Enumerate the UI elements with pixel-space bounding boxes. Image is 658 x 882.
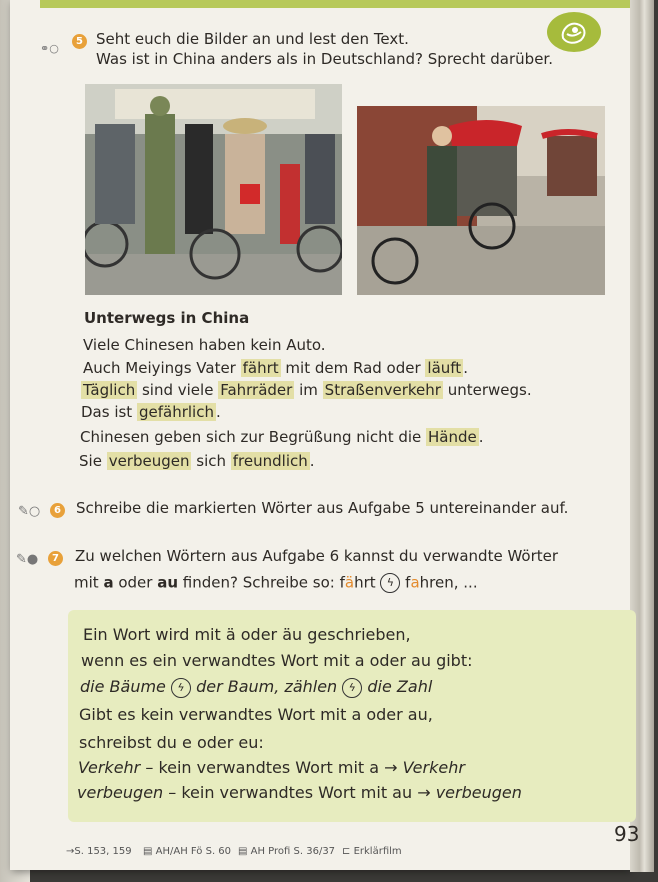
highlight-laeuft: läuft xyxy=(427,359,462,377)
pair-work-icon: ⚭○ xyxy=(40,42,59,55)
rule-line-3: die Bäume ϟ der Baum, zählen ϟ die Zahl xyxy=(80,677,433,696)
photo-cyclists xyxy=(85,84,342,295)
highlight-faehrt: fährt xyxy=(242,359,279,377)
write-icon: ✎○ xyxy=(18,504,41,519)
task5-instruction-2: Was ist in China anders als in Deutschland? Sprecht darüber. xyxy=(96,50,553,68)
text-line-2: Auch Meiyings Vater fährt mit dem Rad oder läuft . xyxy=(83,359,468,377)
footer-page-ref: →S. 153, 159 xyxy=(66,846,132,857)
rule-line-5: schreibst du e oder eu: xyxy=(79,733,264,752)
text-line-4: Das ist gefährlich . xyxy=(81,403,221,421)
lightning-icon: ϟ xyxy=(171,678,191,698)
task7-instruction-1: Zu welchen Wörtern aus Aufgabe 6 kannst du verwandte Wörter xyxy=(75,547,559,565)
text-line-3: Täglich sind viele Fahrräder im Straßenverkehr unterwegs. xyxy=(83,381,532,399)
top-border xyxy=(40,0,630,8)
highlight-strassenverkehr: Straßenverkehr xyxy=(324,381,441,399)
highlight-taeglich: Täglich xyxy=(83,381,136,399)
text-line-6: Sie verbeugen sich freundlich . xyxy=(79,452,315,470)
rule-line-1: Ein Wort wird mit ä oder äu geschrieben, xyxy=(83,625,411,644)
unit-badge-icon xyxy=(547,12,601,52)
footer-film-ref: ⊏ Erklärfilm xyxy=(342,846,402,857)
rule-line-2: wenn es ein verwandtes Wort mit a oder au gibt: xyxy=(81,651,473,670)
highlight-freundlich: freundlich xyxy=(232,452,308,470)
highlight-haende: Hände xyxy=(428,428,477,446)
workbook-icon: ▤ xyxy=(143,846,153,857)
task6-instruction: Schreibe die markierten Wörter aus Aufgabe 5 untereinander auf. xyxy=(76,499,569,517)
highlight-fahrraeder: Fahrräder xyxy=(220,381,293,399)
task-number-6: 6 xyxy=(50,503,65,518)
workbook-icon: ▤ xyxy=(238,846,248,857)
film-icon: ⊏ xyxy=(342,846,351,857)
task-number-7: 7 xyxy=(48,551,63,566)
footer-profi-ref: ▤ AH Profi S. 36/37 xyxy=(238,846,336,857)
highlight-gefaehrlich: gefährlich xyxy=(138,403,214,421)
task5-instruction-1: Seht euch die Bilder an und lest den Text. xyxy=(96,30,409,48)
task7-instruction-2: mit a oder au finden? Schreibe so: fährt ϟ fahren, ... xyxy=(74,573,478,592)
page-number: 93 xyxy=(614,822,640,846)
rule-line-6: Verkehr – kein verwandtes Wort mit a → Verkehr xyxy=(78,758,465,777)
footer-ah-ref: ▤ AH/AH Fö S. 60 xyxy=(143,846,232,857)
photo-rickshaw xyxy=(357,106,605,295)
write-icon: ✎● xyxy=(16,552,39,567)
lightning-icon: ϟ xyxy=(380,573,400,593)
text-line-1: Viele Chinesen haben kein Auto. xyxy=(83,336,326,354)
rule-line-7: verbeugen – kein verwandtes Wort mit au → verbeugen xyxy=(77,783,522,802)
text-title: Unterwegs in China xyxy=(84,309,250,327)
highlight-verbeugen: verbeugen xyxy=(108,452,190,470)
lightning-icon: ϟ xyxy=(342,678,362,698)
rule-line-4: Gibt es kein verwandtes Wort mit a oder au, xyxy=(79,705,433,724)
task-number-5: 5 xyxy=(72,34,87,49)
text-line-5: Chinesen geben sich zur Begrüßung nicht die Hände . xyxy=(80,428,484,446)
